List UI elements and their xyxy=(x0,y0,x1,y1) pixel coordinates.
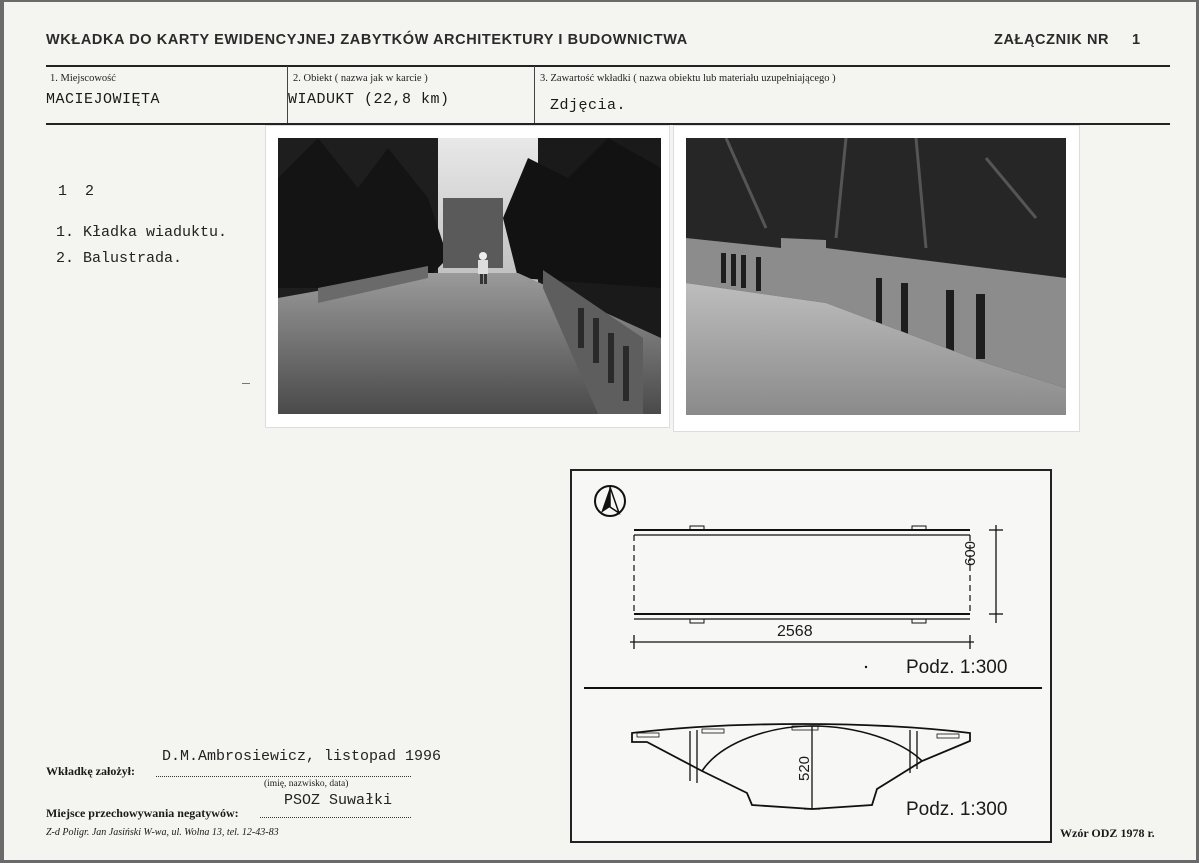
field-divider xyxy=(534,66,535,123)
plan-scale: Podz. 1:300 xyxy=(906,657,1008,678)
north-arrow-icon xyxy=(595,486,625,516)
object-label: 2. Obiekt ( nazwa jak w karcie ) xyxy=(293,73,428,84)
author-hint: (imię, nazwisko, data) xyxy=(264,779,349,789)
plan-depth-dimension: 600 xyxy=(962,540,979,566)
elevation-height-dimension: 520 xyxy=(796,755,813,781)
plan-width-dimension: 2568 xyxy=(777,623,813,640)
author-line xyxy=(156,764,411,777)
author-label: Wkładkę założył: xyxy=(46,764,135,778)
content-value: Zdjęcia. xyxy=(550,97,627,114)
object-value: WIADUKT (22,8 km) xyxy=(288,91,450,108)
legend-item-2: 2. Balustrada. xyxy=(56,250,183,267)
drawing-lines xyxy=(572,471,1050,841)
fields-bottom-rule xyxy=(46,123,1170,125)
photo-1 xyxy=(266,126,669,427)
negatives-value: PSOZ Suwałki xyxy=(284,792,393,809)
content-label: 3. Zawartość wkładki ( nazwa obiektu lub materiału uzupełniającego ) xyxy=(540,73,836,84)
attachment-label: ZAŁĄCZNIK NR xyxy=(994,32,1110,48)
negatives-label: Miejsce przechowywania negatywów: xyxy=(46,806,239,820)
photo-numbers: 1 2 xyxy=(58,183,95,200)
tick-mark xyxy=(242,383,250,384)
place-value: MACIEJOWIĘTA xyxy=(46,91,161,108)
top-rule xyxy=(46,65,1170,67)
document-sheet xyxy=(4,2,1196,860)
technical-drawing xyxy=(570,469,1052,843)
printer-info: Z-d Poligr. Jan Jasiński W-wa, ul. Wolna 13, tel. 12-43-83 xyxy=(46,827,279,838)
legend-item-1: 1. Kładka wiaduktu. xyxy=(56,224,228,241)
form-version: Wzór ODZ 1978 r. xyxy=(1060,826,1155,840)
place-label: 1. Miejscowość xyxy=(50,73,116,84)
author-value: D.M.Ambrosiewicz, listopad 1996 xyxy=(162,748,442,765)
photo-2-image xyxy=(686,138,1066,415)
photo-1-image xyxy=(278,138,661,414)
elevation-scale: Podz. 1:300 xyxy=(906,799,1008,820)
attachment-number: 1 xyxy=(1132,32,1141,48)
photo-2 xyxy=(674,126,1079,431)
document-title: WKŁADKA DO KARTY EWIDENCYJNEJ ZABYTKÓW ARCHITEKTURY I BUDOWNICTWA xyxy=(46,32,688,48)
